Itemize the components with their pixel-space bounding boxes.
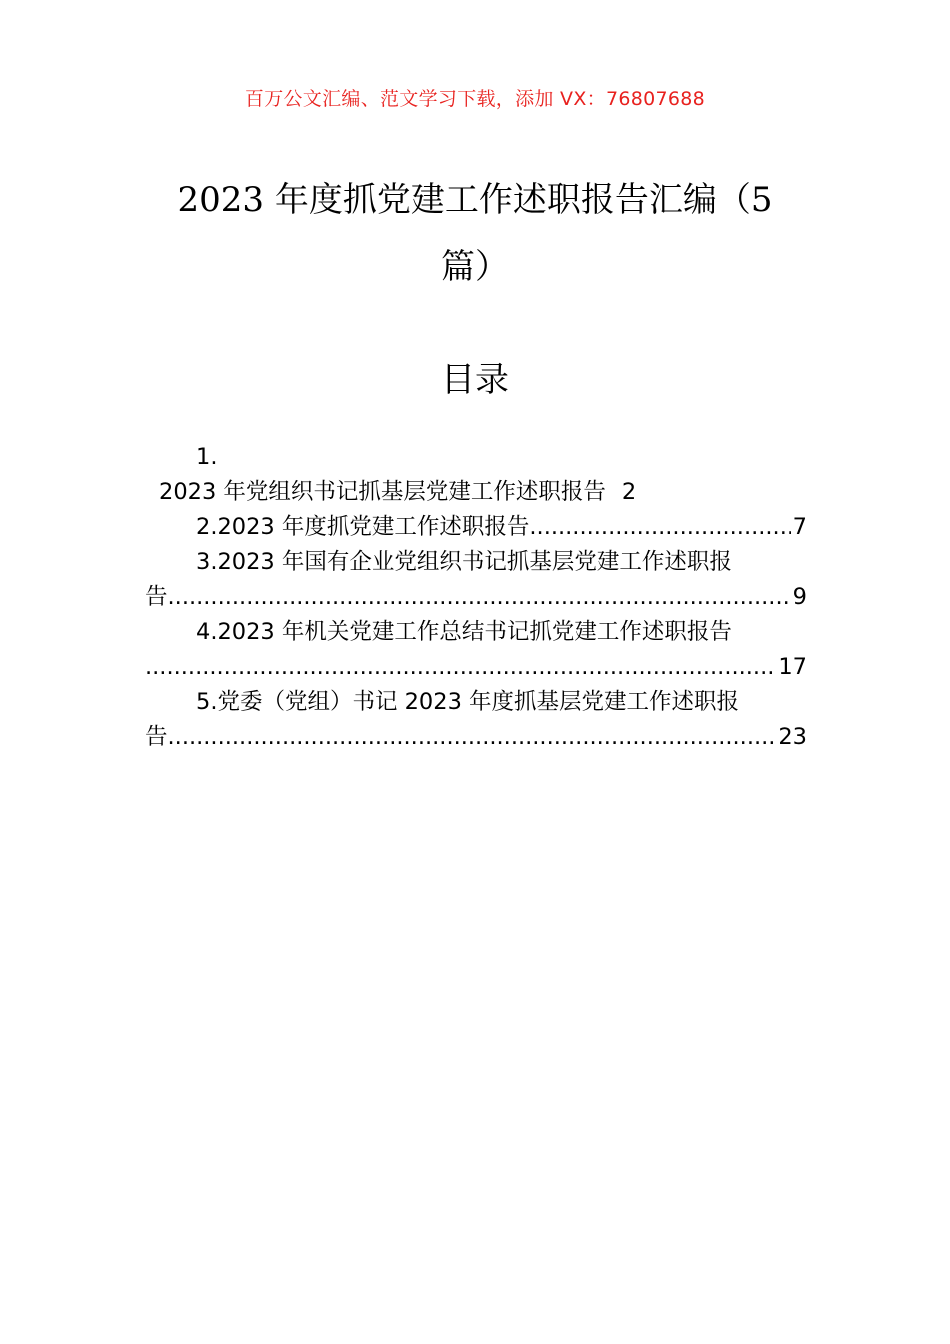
toc-entry-5-continuation[interactable] bbox=[145, 720, 807, 755]
toc-entry-3[interactable] bbox=[145, 545, 807, 580]
toc-entry-title-continuation: 告 bbox=[145, 584, 168, 610]
toc-entry-title: 3.2023 年国有企业党组织书记抓基层党建工作述职报 bbox=[196, 549, 732, 575]
toc-entry-page: 2 bbox=[621, 479, 637, 505]
toc-entry-page: 7 bbox=[792, 514, 807, 540]
toc-entry-2[interactable] bbox=[145, 510, 807, 545]
toc-entry-4[interactable] bbox=[145, 615, 807, 650]
toc-entry-1-number-line[interactable] bbox=[145, 440, 807, 475]
toc-leader-dots bbox=[145, 650, 776, 685]
toc-entry-number: 1. bbox=[196, 444, 218, 470]
toc-entry-title: 4.2023 年机关党建工作总结书记抓党建工作述职报告 bbox=[196, 619, 732, 645]
toc-entry-3-continuation[interactable] bbox=[145, 580, 807, 615]
toc-heading: 目录 bbox=[441, 360, 509, 400]
table-of-contents bbox=[145, 440, 807, 755]
toc-leader-dots bbox=[168, 720, 777, 755]
toc-leader-dots bbox=[168, 580, 791, 615]
toc-entry-page: 17 bbox=[778, 654, 807, 680]
toc-entry-1[interactable] bbox=[145, 475, 807, 510]
toc-entry-title: 2.2023 年度抓党建工作述职报告 bbox=[196, 514, 530, 540]
toc-entry-title-continuation: 告 bbox=[145, 724, 168, 750]
toc-entry-page: 23 bbox=[778, 724, 807, 750]
toc-entry-title: 5.党委（党组）书记 2023 年度抓基层党建工作述职报 bbox=[196, 689, 740, 715]
document-title-line-1: 2023 年度抓党建工作述职报告汇编（5 bbox=[177, 180, 773, 220]
document-title-line-2: 篇） bbox=[441, 247, 509, 287]
toc-entry-4-continuation[interactable] bbox=[145, 650, 807, 685]
toc-entry-title: 2023 年党组织书记抓基层党建工作述职报告 bbox=[159, 479, 606, 505]
toc-leader-dots bbox=[529, 510, 790, 545]
toc-entry-5[interactable] bbox=[145, 685, 807, 720]
toc-entry-page: 9 bbox=[792, 584, 807, 610]
promo-banner: 百万公文汇编、范文学习下载，添加 VX：76807688 bbox=[244, 88, 706, 110]
